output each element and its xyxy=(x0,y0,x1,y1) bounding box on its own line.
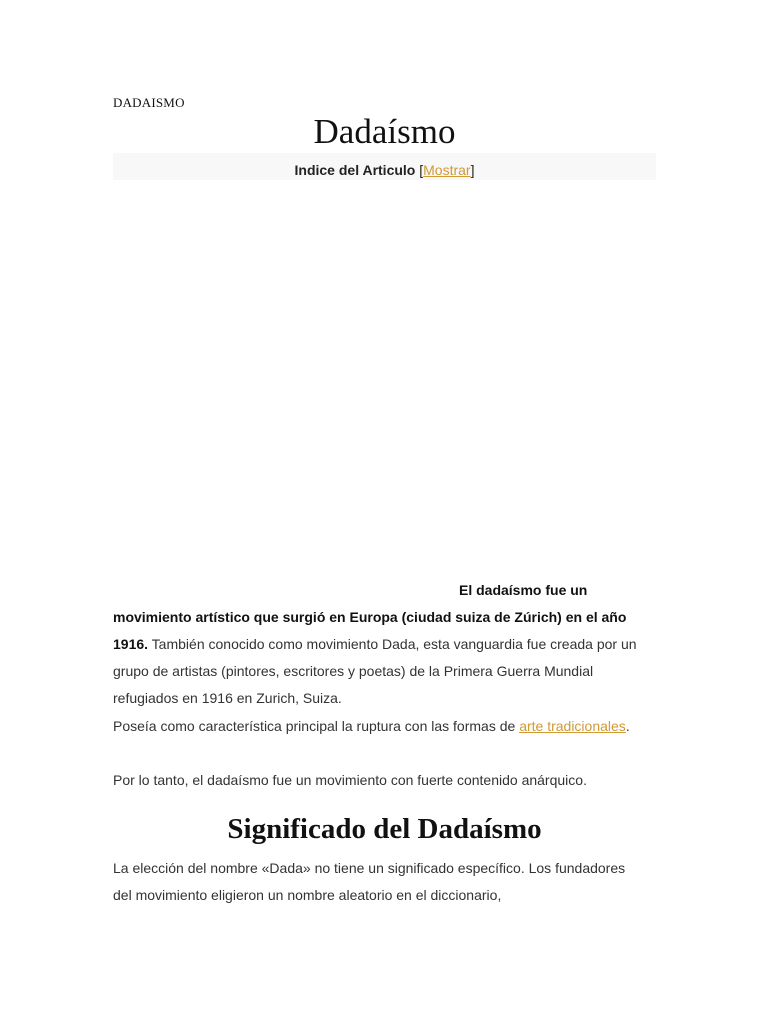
page-title: Dadaísmo xyxy=(313,112,456,151)
toc-close-bracket: ] xyxy=(470,162,475,178)
paragraph-meaning: La elección del nombre «Dada» no tiene un significado específico. Los fundadores del movimiento eligieron un nombre aleatorio en el diccionario, xyxy=(113,860,626,903)
paragraph-anarchic: Por lo tanto, el dadaísmo fue un movimiento con fuerte contenido anárquico. xyxy=(113,772,587,788)
intro-bold-text: El dadaísmo fue un movimiento artístico que surgió en Europa (ciudad suiza de Zúrich) en el año 1916. xyxy=(113,582,627,652)
table-of-contents xyxy=(113,153,656,180)
blank-ad-area xyxy=(113,182,656,572)
toc-title: Indice del Articulo xyxy=(294,162,416,178)
intro-paragraph xyxy=(113,577,643,712)
toc-open-bracket: [ xyxy=(415,162,424,178)
intro-text: También conocido como movimiento Dada, esta vanguardia fue creada por un grupo de artistas (pintores, escritores y poetas) de la Primera Guerra Mundial refugiados en 1916 en Zurich, Suiza. xyxy=(113,636,637,706)
toc-toggle-link[interactable]: Mostrar xyxy=(423,162,471,178)
paragraph-characteristics xyxy=(113,713,643,740)
arte-tradicionales-link[interactable]: arte tradicionales xyxy=(519,718,626,734)
paragraph-characteristics-text: Poseía como característica principal la ruptura con las formas de xyxy=(113,718,520,734)
document-label: DADAISMO xyxy=(113,95,185,110)
paragraph-characteristics-end: . xyxy=(625,718,630,734)
section-heading: Significado del Dadaísmo xyxy=(227,813,542,845)
